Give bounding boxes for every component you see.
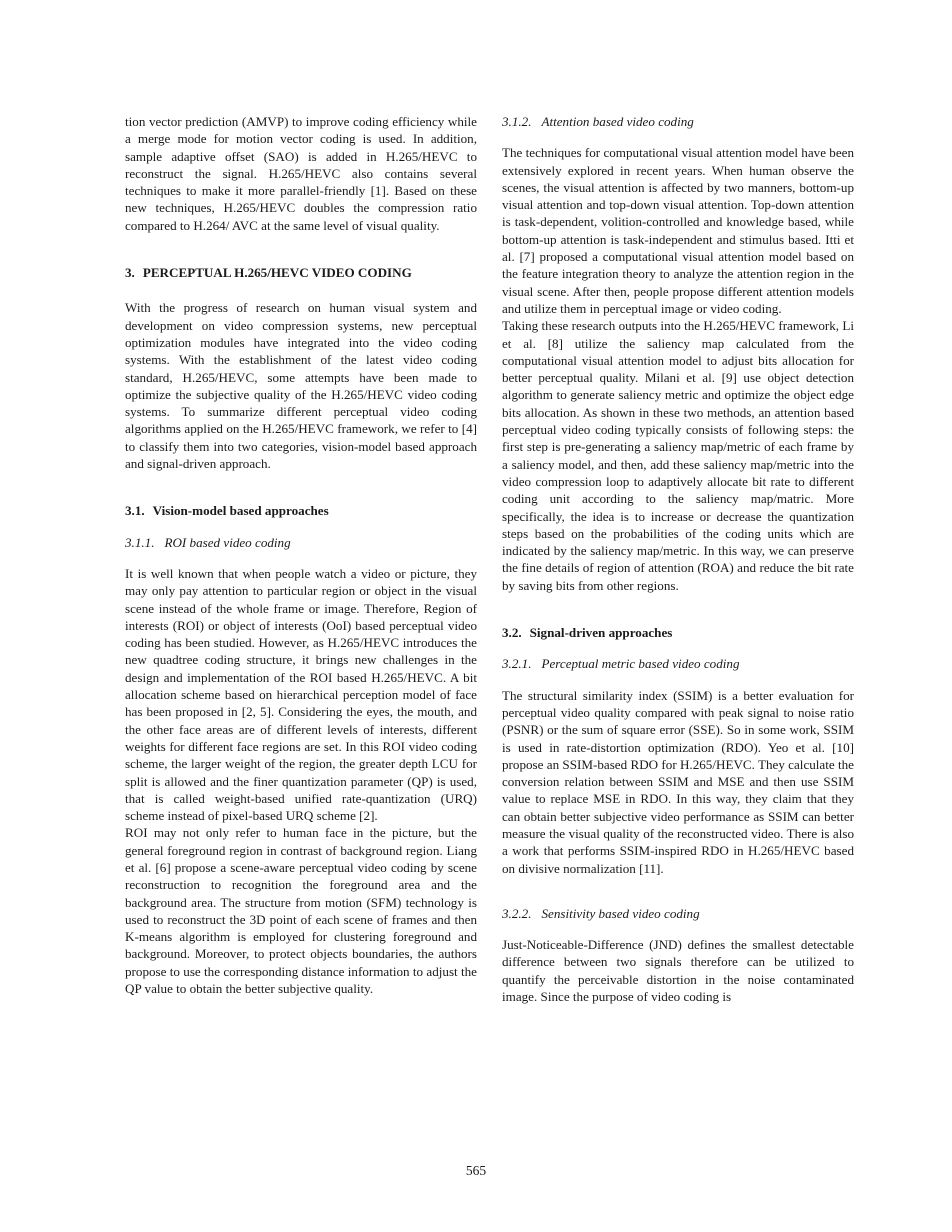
page-number: 565 — [465, 1163, 487, 1178]
section-number: 3.2. — [502, 625, 522, 641]
section-title: Signal-driven approaches — [529, 625, 673, 641]
subsection-number: 3.2.1. — [502, 656, 532, 672]
right-column — [502, 113, 854, 1005]
paragraph-section-3: With the progress of research on human visual system and development on video compression systems, new perceptual optimization modules have integrated into the video coding systems. With the establishment of the latest video coding standard, H.265/HEVC, some attempts have been made to optimize the subjective quality of the H.265/HEVC video coding systems. To summarize different perceptual video coding algorithms applied on the H.265/HEVC framework, we refer to [4] to classify them into two categories, vision-model based approach and signal-driven approach. — [125, 300, 477, 472]
section-title: PERCEPTUAL H.265/HEVC VIDEO CODING — [142, 265, 412, 281]
section-3-heading — [125, 264, 477, 281]
subsection-title: Sensitivity based video coding — [541, 905, 700, 921]
subsection-title: Perceptual metric based video coding — [541, 656, 740, 672]
subsection-title: ROI based video coding — [164, 534, 291, 550]
section-3-2-heading — [502, 624, 854, 641]
subsection-number: 3.1.1. — [125, 534, 155, 550]
left-column — [125, 113, 477, 997]
paragraph-jnd: Just-Noticeable-Difference (JND) defines the smallest detectable difference between two signals therefore can be utilized to quantify the perceivable distortion in the noise contaminated image. Since the purpose of video coding is — [502, 937, 854, 1005]
subsection-title: Attention based video coding — [541, 114, 694, 129]
paragraph-roi-2: ROI may not only refer to human face in the picture, but the general foreground region in contrast of background region. Liang et al. [6] propose a scene-aware perceptual video coding by scene reconstruction to recognition the foreground area and the background area. The structure from motion (SFM) technology is used to reconstruct the 3D point of each scene of frames and then K-means algorithm is employed for clustering foreground and background. Moreover, to protect objects boundaries, the authors propose to use the corresponding distance information to adjust the QP value to obtain the better subjective quality. — [125, 825, 477, 997]
subsection-number: 3.2.2. — [502, 905, 532, 921]
subsection-3-2-2-heading — [502, 905, 854, 922]
subsection-3-1-2-heading — [502, 113, 854, 130]
paragraph-amvp-intro: tion vector prediction (AMVP) to improve coding efficiency while a merge mode for motion vector coding is used. In addition, sample adaptive offset (SAO) is added in H.265/HEVC to reconstruct the signal. H.265/HEVC also contains several techniques to make it more parallel-friendly [1]. Based on these new techniques, H.265/HEVC doubles the compression ratio compared to H.264/ AVC at the same level of visual quality. — [125, 114, 477, 233]
paragraph-roi-1: It is well known that when people watch a video or picture, they may only pay attention to particular region or object in the visual scene instead of the whole frame or image. Therefore, Region of interests (ROI) or object of interests (OoI) based perceptual video coding has been studied. However, as H.265/HEVC introduces the new quadtree coding structure, it brings new challenges in the design and implementation of the ROI based H.265/HEVC. A bit allocation scheme based on hierarchical perception model of face has been proposed in [2, 5]. Considering the eyes, the mouth, and the other face areas are of different levels of interests, different weights for different face regions are set. In this ROI video coding scheme, the larger weight of the region, the greater depth LCU for split is allowed and the finer quantization parameter (QP) is used, that is called weight-based unified rate-quantization (URQ) scheme instead of pixel-based URQ scheme [2]. — [125, 565, 477, 824]
subsection-number: 3.1.2. — [502, 114, 532, 129]
section-3-1-heading — [125, 502, 477, 519]
paragraph-ssim: The structural similarity index (SSIM) is a better evaluation for perceptual video quality compared with peak signal to noise ratio (PSNR) or the sum of square error (SSE). So in some work, SSIM is used in rate-distortion optimization (RDO). Yeo et al. [10] propose an SSIM-based RDO for H.265/HEVC. They calculate the conversion relation between SSIM and MSE and then use SSIM value to replace MSE in RDO. In this way, they claim that they can obtain better subjective video performance as SSIM can better measure the visual quality of the reconstructed video. There is also a work that performs SSIM-inspired RDO in H.265/HEVC based on divisive normalization [11]. — [502, 687, 854, 876]
paragraph-attention-1: The techniques for computational visual attention model have been extensively explored in recent years. When human observe the scenes, the visual attention is affected by two manners, bottom-up visual attention and top-down visual attention. Top-down attention is task-dependent, volition-controlled and knowledge based, while bottom-up attention is task-independent and stimulus based. Itti et al. [7] proposed a computational visual attention model based on the feature integration theory to analyze the attention region in the visual scene. After then, people propose different attention models and utilize them in perceptual image or video coding. — [502, 145, 854, 316]
paragraph-attention-2: Taking these research outputs into the H.265/HEVC framework, Li et al. [8] utilize the saliency map calculated from the computational visual attention model to adjust bits allocation for better perceptual quality. Milani et al. [9] use object detection algorithm to generate saliency metric and optimize the object edge bits allocation. As shown in these two methods, an attention based perceptual video coding typically consists of following steps: the first step is pre-generating a saliency map/metric of each frame by a saliency model, and then, add these saliency map/metric into the video compression loop to adaptively allocate bit rate to different coding unit according to the saliency map/matric. More specifically, the idea is to increase or decrease the quantization steps based on the probabilities of the coding units which are indicated by the saliency map/metric. In this way, we can preserve the fine details of region of attention (ROA) and reduce the bit rate by saving bits from other regions. — [502, 318, 854, 593]
section-number: 3.1. — [125, 503, 145, 519]
subsection-3-2-1-heading — [502, 655, 854, 672]
section-number: 3. — [125, 265, 135, 281]
subsection-3-1-1-heading — [125, 534, 477, 551]
section-title: Vision-model based approaches — [152, 503, 329, 519]
